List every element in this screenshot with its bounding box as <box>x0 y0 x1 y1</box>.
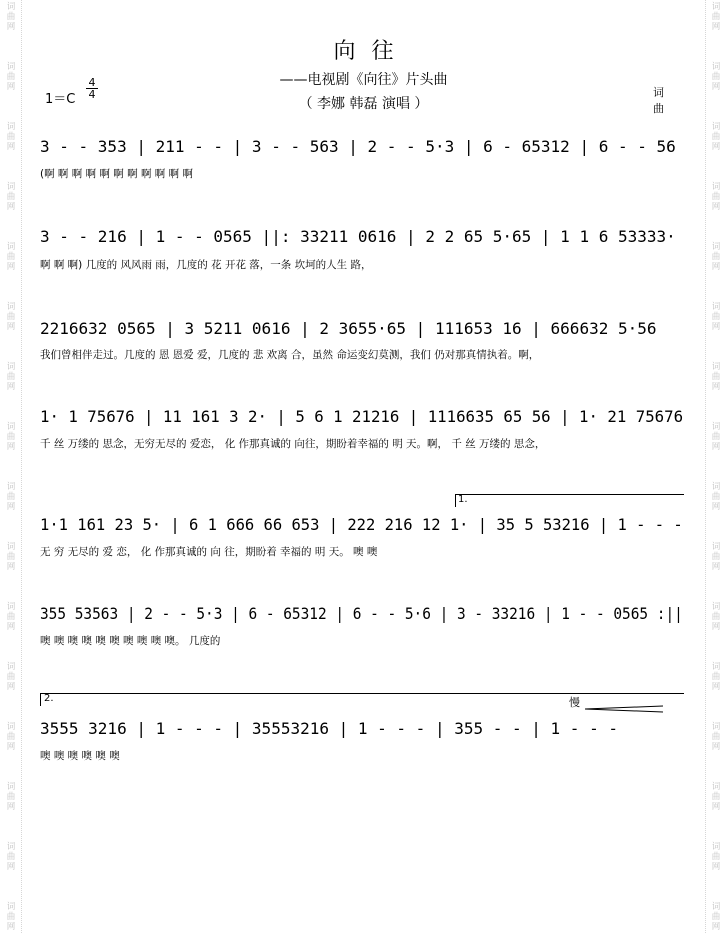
score-row-1-lyrics: (啊 啊 啊 啊 啊 啊 啊 啊 啊 啊 啊 <box>40 168 193 180</box>
watermark-stamp: 词 曲 网 <box>6 2 16 32</box>
watermark-stamp: 词 曲 网 <box>711 302 721 332</box>
watermark-stamp: 词 曲 网 <box>711 62 721 92</box>
watermark-stamp: 词 曲 网 <box>6 242 16 272</box>
watermark-stamp: 词 曲 网 <box>711 662 721 692</box>
left-margin-line <box>21 0 22 933</box>
first-ending-number: 1. <box>458 494 468 505</box>
score-row-6-notes: 355 53563 | 2 - - 5·3 | 6 - 65312 | 6 - - 5·6 | 3 - 33216 | 1 - - 0565 :|| <box>40 604 683 623</box>
watermark-stamp: 词 曲 网 <box>711 602 721 632</box>
watermark-stamp: 词 曲 网 <box>711 722 721 752</box>
song-subtitle: ——电视剧《向往》片头曲 <box>279 72 448 88</box>
composer-credit: 曲 <box>653 102 664 115</box>
watermark-stamp: 词 曲 网 <box>711 842 721 872</box>
score-row-5-notes: 1·1 161 23 5· | 6 1 666 66 653 | 222 216 12 1· | 35 5 53216 | 1 - - - <box>40 515 683 534</box>
watermark-stamp: 词 曲 网 <box>6 62 16 92</box>
score-row-7-notes: 3555 3216 | 1 - - - | 35553216 | 1 - - - | 355 - - | 1 - - - <box>40 719 618 738</box>
song-title: 向往 <box>333 39 410 64</box>
watermark-stamp: 词 曲 网 <box>711 182 721 212</box>
watermark-stamp: 词 曲 网 <box>6 782 16 812</box>
watermark-stamp: 词 曲 网 <box>711 902 721 932</box>
first-ending-bracket <box>455 494 684 507</box>
score-row-1-notes: 3 - - 353 | 211 - - | 3 - - 563 | 2 - - 5·3 | 6 - 65312 | 6 - - 56 <box>40 137 676 156</box>
score-row-3-lyrics: 我们曾相伴走过。几度的 恩 恩爱 爱，几度的 悲 欢离 合，虽然 命运变幻莫测，我们 仍对那真情执着。啊， <box>40 349 540 361</box>
second-ending-number: 2. <box>44 693 54 704</box>
watermark-stamp: 词 曲 网 <box>711 2 721 32</box>
right-watermark-strip <box>705 0 727 933</box>
left-watermark-strip <box>0 0 22 933</box>
watermark-stamp: 词 曲 网 <box>6 182 16 212</box>
watermark-stamp: 词 曲 网 <box>6 902 16 932</box>
watermark-stamp: 词 曲 网 <box>6 662 16 692</box>
score-row-4-notes: 1· 1 75676 | 11 161 3 2· | 5 6 1 21216 | 1116635 65 56 | 1· 21 75676 <box>40 407 684 426</box>
watermark-stamp: 词 曲 网 <box>6 422 16 452</box>
watermark-stamp: 词 曲 网 <box>711 482 721 512</box>
score-row-2-notes: 3 - - 216 | 1 - - 0565 ||: 33211 0616 | 2 2 65 5·65 | 1 1 6 53333· <box>40 227 676 246</box>
watermark-stamp: 词 曲 网 <box>711 122 721 152</box>
score-row-2-lyrics: 啊 啊 啊) 几度的 风风雨 雨，几度的 花 开花 落，一条 坎坷的人生 路， <box>40 259 372 271</box>
singers-line: （ 李娜 韩磊 演唱 ） <box>298 96 429 112</box>
watermark-stamp: 词 曲 网 <box>6 602 16 632</box>
watermark-stamp: 词 曲 网 <box>711 542 721 572</box>
tempo-marking: 慢 <box>569 696 580 709</box>
time-signature <box>86 77 98 100</box>
watermark-stamp: 词 曲 网 <box>6 542 16 572</box>
score-row-3-notes: 2216632 0565 | 3 5211 0616 | 2 3655·65 | 111653 16 | 666632 5·56 <box>40 319 657 338</box>
watermark-stamp: 词 曲 网 <box>6 122 16 152</box>
score-row-7-lyrics: 噢 噢 噢 噢 噢 噢 <box>40 750 120 762</box>
time-signature-top: 4 <box>86 77 98 89</box>
watermark-stamp: 词 曲 网 <box>711 422 721 452</box>
watermark-stamp: 词 曲 网 <box>6 842 16 872</box>
watermark-stamp: 词 曲 网 <box>6 482 16 512</box>
watermark-stamp: 词 曲 网 <box>6 722 16 752</box>
watermark-stamp: 词 曲 网 <box>6 302 16 332</box>
time-signature-bottom: 4 <box>88 88 96 101</box>
diminuendo-mark <box>585 704 665 714</box>
watermark-stamp: 词 曲 网 <box>711 782 721 812</box>
score-row-5-lyrics: 无 穷 无尽的 爱 恋， 化 作那真诚的 向 往，期盼着 幸福的 明 天。 噢 噢 <box>40 546 378 558</box>
watermark-stamp: 词 曲 网 <box>6 362 16 392</box>
watermark-stamp: 词 曲 网 <box>711 242 721 272</box>
score-row-4-lyrics: 千 丝 万缕的 思念，无穷无尽的 爱恋， 化 作那真诚的 向往，期盼着幸福的 明 天。啊， 千 丝 万缕的 思念， <box>40 438 546 450</box>
right-margin-line <box>705 0 706 933</box>
score-row-6-lyrics: 噢 噢 噢 噢 噢 噢 噢 噢 噢 噢。 几度的 <box>40 635 221 647</box>
key-signature: 1＝C <box>45 92 76 107</box>
watermark-stamp: 词 曲 网 <box>711 362 721 392</box>
lyricist-credit: 词 <box>653 86 664 99</box>
